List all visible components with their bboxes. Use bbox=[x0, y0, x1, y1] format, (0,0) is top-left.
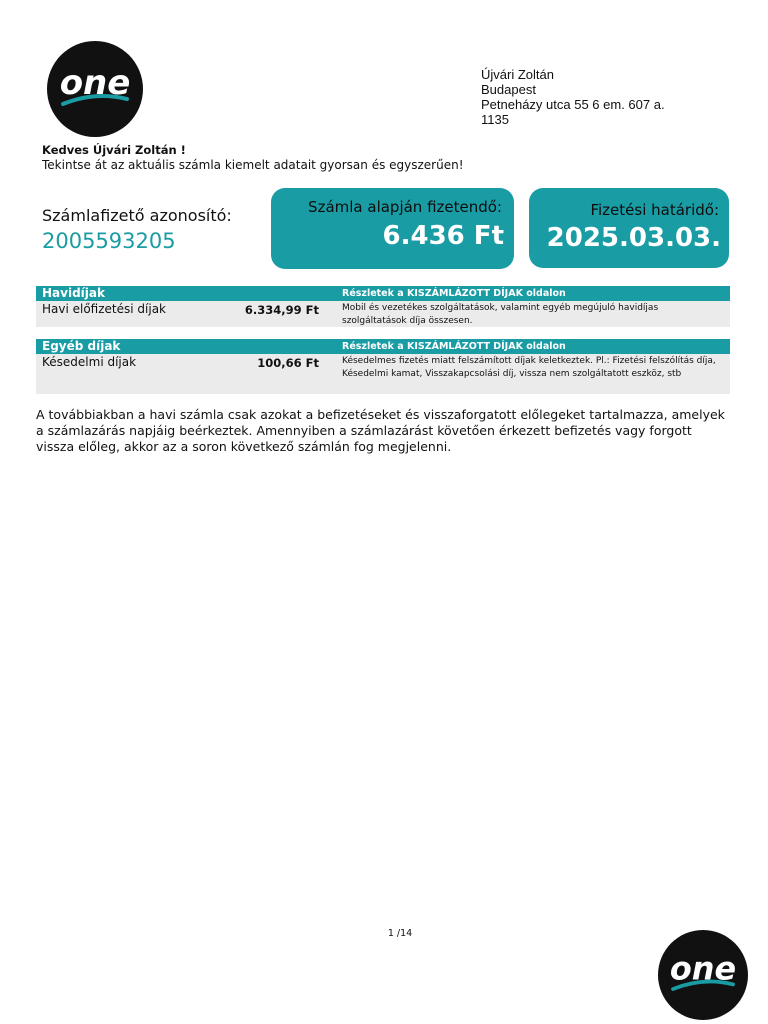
greeting: Kedves Újvári Zoltán ! bbox=[42, 143, 186, 157]
logo-wordmark: one bbox=[59, 63, 131, 103]
fee-name: Havi előfizetési díjak bbox=[42, 302, 167, 316]
section-header-other bbox=[36, 339, 730, 354]
recipient-street: Petneházy utca 55 6 em. 607 a. bbox=[481, 97, 665, 112]
section-header-monthly bbox=[36, 286, 730, 301]
section-title: Havidíjak bbox=[42, 286, 105, 300]
fee-amount: 100,66 Ft bbox=[257, 356, 319, 370]
deadline-label: Fizetési határidő: bbox=[590, 201, 719, 219]
intro-text: Tekintse át az aktuális számla kiemelt adatait gyorsan és egyszerűen! bbox=[42, 158, 464, 172]
fee-name: Késedelmi díjak bbox=[42, 355, 137, 369]
fee-description: Mobil és vezetékes szolgáltatások, valamint egyéb megújuló havidíjas szolgáltatások díja összesen. bbox=[342, 303, 659, 326]
info-note: A továbbiakban a havi számla csak azokat a befizetéseket és visszaforgatott előlegeket tartalmazza, amelyek a számlazárás napjáig beérkeztek. Amennyiben a számlazárást követően érkezett befizetés vagy forgott vissza előleg, akkor az a soron következő számlán fog megjelenni. bbox=[36, 407, 725, 454]
recipient-name: Újvári Zoltán bbox=[481, 67, 554, 82]
section-title: Egyéb díjak bbox=[42, 339, 121, 353]
brand-logo bbox=[47, 41, 143, 137]
recipient-address bbox=[481, 67, 665, 127]
deadline-value: 2025.03.03. bbox=[546, 223, 721, 253]
payer-id-label: Számlafizető azonosító: bbox=[42, 206, 232, 225]
section-details-link[interactable]: Részletek a KISZÁMLÁZOTT DÍJAK oldalon bbox=[342, 288, 566, 299]
recipient-city: Budapest bbox=[481, 82, 536, 97]
fee-description: Késedelmes fizetés miatt felszámított díjak keletkeztek. Pl.: Fizetési felszólítás díja, Késedelmi kamat, Visszakapcsolási díj, vissza nem szolgáltatott eszköz, stb bbox=[342, 356, 716, 379]
deadline-box bbox=[529, 188, 729, 268]
amount-due-value: 6.436 Ft bbox=[382, 221, 504, 251]
section-details-link[interactable]: Részletek a KISZÁMLÁZOTT DÍJAK oldalon bbox=[342, 341, 566, 352]
amount-due-label: Számla alapján fizetendő: bbox=[308, 198, 502, 216]
fee-amount: 6.334,99 Ft bbox=[244, 303, 319, 317]
payer-id-value: 2005593205 bbox=[42, 229, 176, 253]
amount-due-box bbox=[271, 188, 514, 269]
section-row-monthly bbox=[36, 301, 730, 327]
recipient-zip: 1135 bbox=[481, 112, 509, 127]
section-row-other bbox=[36, 354, 730, 394]
footer-logo bbox=[658, 930, 748, 1020]
logo-wordmark: one bbox=[669, 949, 737, 988]
page-number: 1 /14 bbox=[387, 928, 413, 939]
